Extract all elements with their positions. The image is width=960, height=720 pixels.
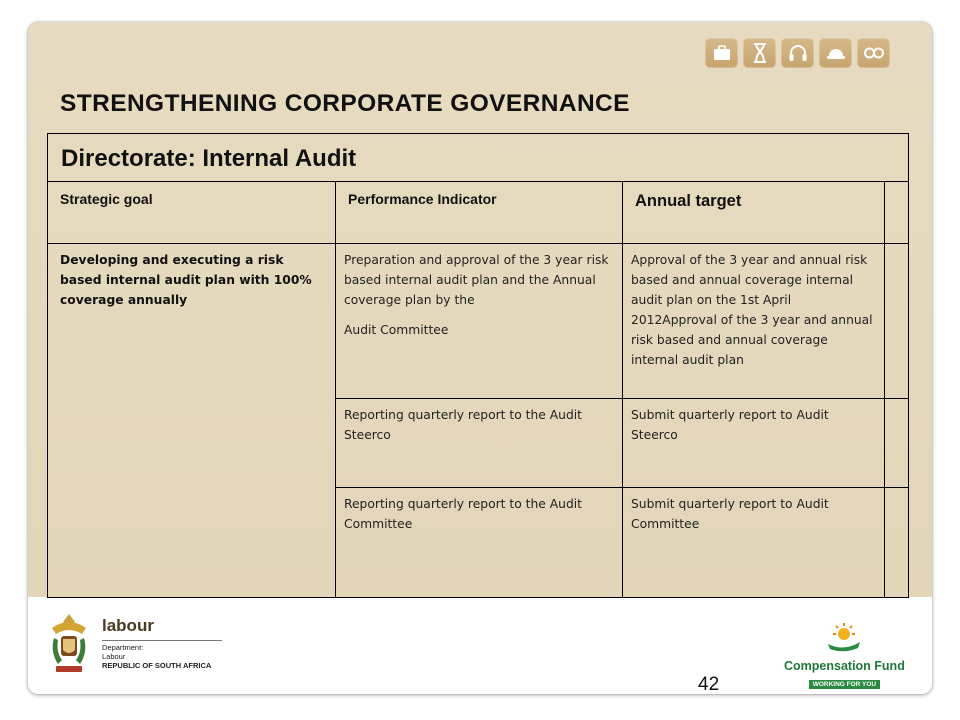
- target-cell: Submit quarterly report to Audit Steerco: [623, 399, 885, 488]
- department-name: labour: [102, 616, 154, 635]
- coat-of-arms-icon: [44, 612, 94, 678]
- indicator-text: Audit Committee: [344, 323, 449, 337]
- empty-cell: [885, 182, 909, 244]
- empty-cell: [885, 488, 909, 598]
- department-country: REPUBLIC OF SOUTH AFRICA: [102, 661, 212, 670]
- column-header: Performance Indicator: [336, 182, 623, 244]
- indicator-cell: Reporting quarterly report to the Audit Steerco: [336, 399, 623, 488]
- department-label: Department:: [102, 643, 144, 652]
- empty-cell: [885, 244, 909, 399]
- indicator-cell: [336, 244, 623, 399]
- briefcase-icon: [705, 38, 738, 68]
- indicator-text: Preparation and approval of the 3 year risk based internal audit plan and the Annual coverage plan by the: [344, 253, 609, 307]
- icon-strip: [705, 38, 890, 68]
- hard-hat-icon: [819, 38, 852, 68]
- page-title: STRENGTHENING CORPORATE GOVERNANCE: [60, 90, 630, 117]
- department-text: [102, 616, 222, 670]
- target-cell: Approval of the 3 year and annual risk based and annual coverage internal audit plan on the 1st April 2012Approval of the 3 year and annual risk based and annual coverage internal audit plan: [623, 244, 885, 399]
- column-header: Annual target: [623, 182, 885, 244]
- audit-table: [47, 133, 909, 598]
- sun-hand-icon: [822, 622, 866, 652]
- table-header: Directorate: Internal Audit: [48, 134, 909, 182]
- slide: [28, 22, 932, 694]
- fund-name: Compensation Fund: [784, 659, 905, 673]
- content-area: [28, 22, 932, 597]
- page-number: 42: [698, 674, 720, 694]
- hourglass-icon: [743, 38, 776, 68]
- department-label: Labour: [102, 652, 126, 661]
- strategic-goal-cell: Developing and executing a risk based internal audit plan with 100% coverage annually: [48, 244, 336, 598]
- fund-tagline: WORKING FOR YOU: [809, 680, 880, 689]
- divider: [102, 640, 222, 641]
- compensation-fund-logo: [784, 622, 905, 691]
- empty-cell: [885, 399, 909, 488]
- indicator-cell: Reporting quarterly report to the Audit Committee: [336, 488, 623, 598]
- target-cell: Submit quarterly report to Audit Committee: [623, 488, 885, 598]
- headphones-icon: [781, 38, 814, 68]
- safety-goggles-icon: [857, 38, 890, 68]
- column-header: Strategic goal: [48, 182, 336, 244]
- department-logo: [44, 612, 222, 678]
